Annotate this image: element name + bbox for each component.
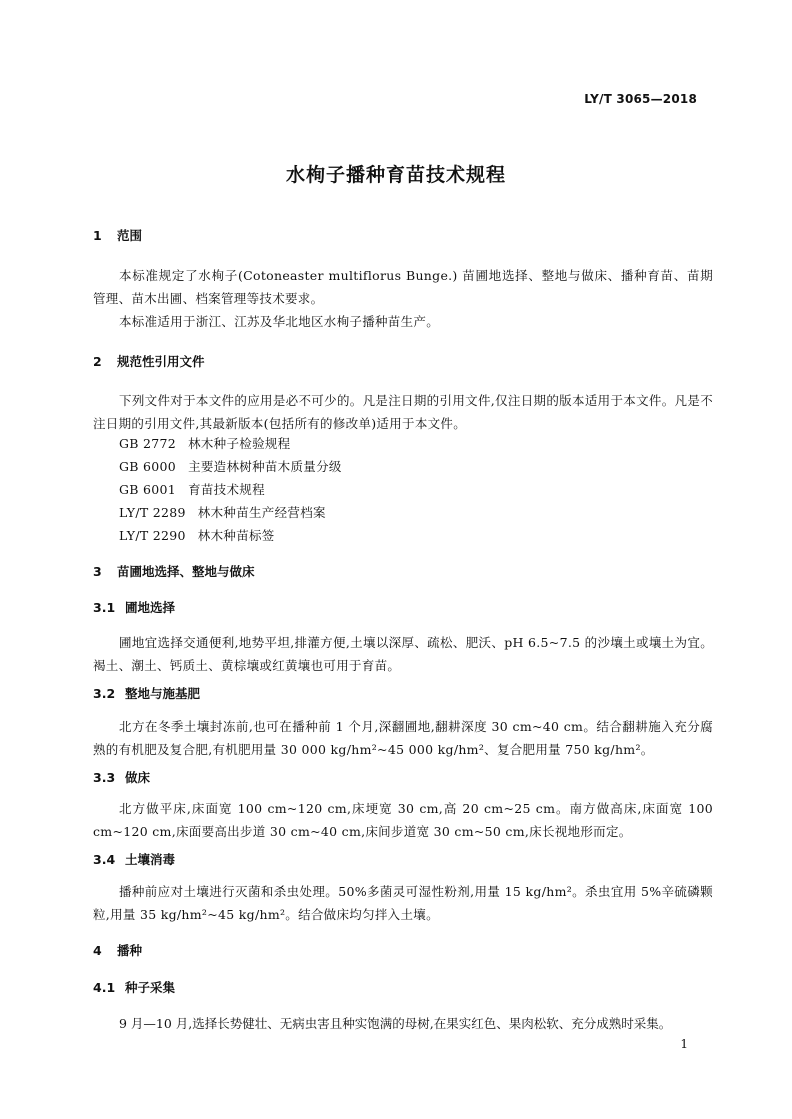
reference-item — [119, 501, 326, 524]
section-2-paragraph-1: 下列文件对于本文件的应用是必不可少的。凡是注日期的引用文件,仅注日期的版本适用于本文件。凡是不注日期的引用文件,其最新版本(包括所有的修改单)适用于本文件。 — [93, 393, 713, 431]
reference-code: LY/T 2289 — [119, 505, 186, 520]
section-4-1-paragraph: 9 月—10 月,选择长势健壮、无病虫害且种实饱满的母树,在果实红色、果肉松软、充分成熟时采集。 — [119, 1016, 672, 1031]
subsection-number: 3.1 — [93, 600, 116, 615]
subsection-title: 土壤消毒 — [125, 852, 176, 867]
standard-code: LY/T 3065—2018 — [584, 92, 697, 106]
section-number: 3 — [93, 564, 102, 579]
reference-code: GB 6001 — [119, 482, 177, 497]
reference-title: 林木种子检验规程 — [188, 436, 291, 451]
section-4-heading — [93, 941, 142, 959]
reference-item — [119, 455, 342, 478]
subsection-number: 3.3 — [93, 770, 116, 785]
reference-item — [119, 432, 290, 455]
section-1-heading — [93, 226, 142, 244]
subsection-number: 3.4 — [93, 852, 116, 867]
reference-title: 林木种苗标签 — [197, 528, 275, 543]
section-title: 范围 — [117, 228, 143, 243]
section-title: 播种 — [117, 943, 143, 958]
reference-item — [119, 478, 265, 501]
section-3-1-heading — [93, 598, 175, 616]
section-3-4-paragraph: 播种前应对土壤进行灭菌和杀虫处理。50%多菌灵可湿性粉剂,用量 15 kg/hm²。杀虫宜用 5%辛硫磷颗粒,用量 35 kg/hm²~45 kg/hm²。结合做床均匀拌入土壤。 — [93, 884, 713, 922]
subsection-title: 种子采集 — [125, 980, 176, 995]
reference-code: LY/T 2290 — [119, 528, 186, 543]
section-3-2-heading — [93, 684, 200, 702]
section-2-heading — [93, 352, 205, 370]
section-number: 4 — [93, 943, 102, 958]
section-title: 苗圃地选择、整地与做床 — [117, 564, 255, 579]
subsection-title: 圃地选择 — [125, 600, 176, 615]
section-3-heading — [93, 562, 255, 580]
section-3-1-paragraph: 圃地宜选择交通便利,地势平坦,排灌方便,土壤以深厚、疏松、肥沃、pH 6.5~7.5 的沙壤土或壤土为宜。褐土、潮土、钙质土、黄棕壤或红黄壤也可用于育苗。 — [93, 635, 713, 673]
section-number: 1 — [93, 228, 102, 243]
section-1-paragraph-1: 本标准规定了水栒子(Cotoneaster multiflorus Bunge.) 苗圃地选择、整地与做床、播种育苗、苗期管理、苗木出圃、档案管理等技术要求。 — [93, 268, 713, 306]
document-title: 水栒子播种育苗技术规程 — [285, 164, 506, 186]
reference-title: 林木种苗生产经营档案 — [197, 505, 326, 520]
section-number: 2 — [93, 354, 102, 369]
subsection-number: 3.2 — [93, 686, 116, 701]
subsection-title: 做床 — [125, 770, 151, 785]
reference-item — [119, 524, 275, 547]
section-4-1-heading — [93, 978, 175, 996]
subsection-number: 4.1 — [93, 980, 116, 995]
reference-title: 主要造林树种苗木质量分级 — [188, 459, 342, 474]
section-3-2-paragraph: 北方在冬季土壤封冻前,也可在播种前 1 个月,深翻圃地,翻耕深度 30 cm~40 cm。结合翻耕施入充分腐熟的有机肥及复合肥,有机肥用量 30 000 kg/hm²~45 000 kg/hm²、复合肥用量 750 kg/hm²。 — [93, 719, 713, 757]
section-1-paragraph-2: 本标准适用于浙江、江苏及华北地区水栒子播种苗生产。 — [119, 314, 440, 329]
reference-code: GB 2772 — [119, 436, 177, 451]
reference-title: 育苗技术规程 — [188, 482, 265, 497]
subsection-title: 整地与施基肥 — [125, 686, 201, 701]
section-title: 规范性引用文件 — [117, 354, 205, 369]
section-3-4-heading — [93, 850, 175, 868]
section-3-3-heading — [93, 768, 150, 786]
section-3-3-paragraph: 北方做平床,床面宽 100 cm~120 cm,床埂宽 30 cm,高 20 cm~25 cm。南方做高床,床面宽 100 cm~120 cm,床面要高出步道 30 cm~40 cm,床间步道宽 30 cm~50 cm,床长视地形而定。 — [93, 801, 713, 839]
page-number: 1 — [680, 1037, 688, 1051]
reference-code: GB 6000 — [119, 459, 177, 474]
